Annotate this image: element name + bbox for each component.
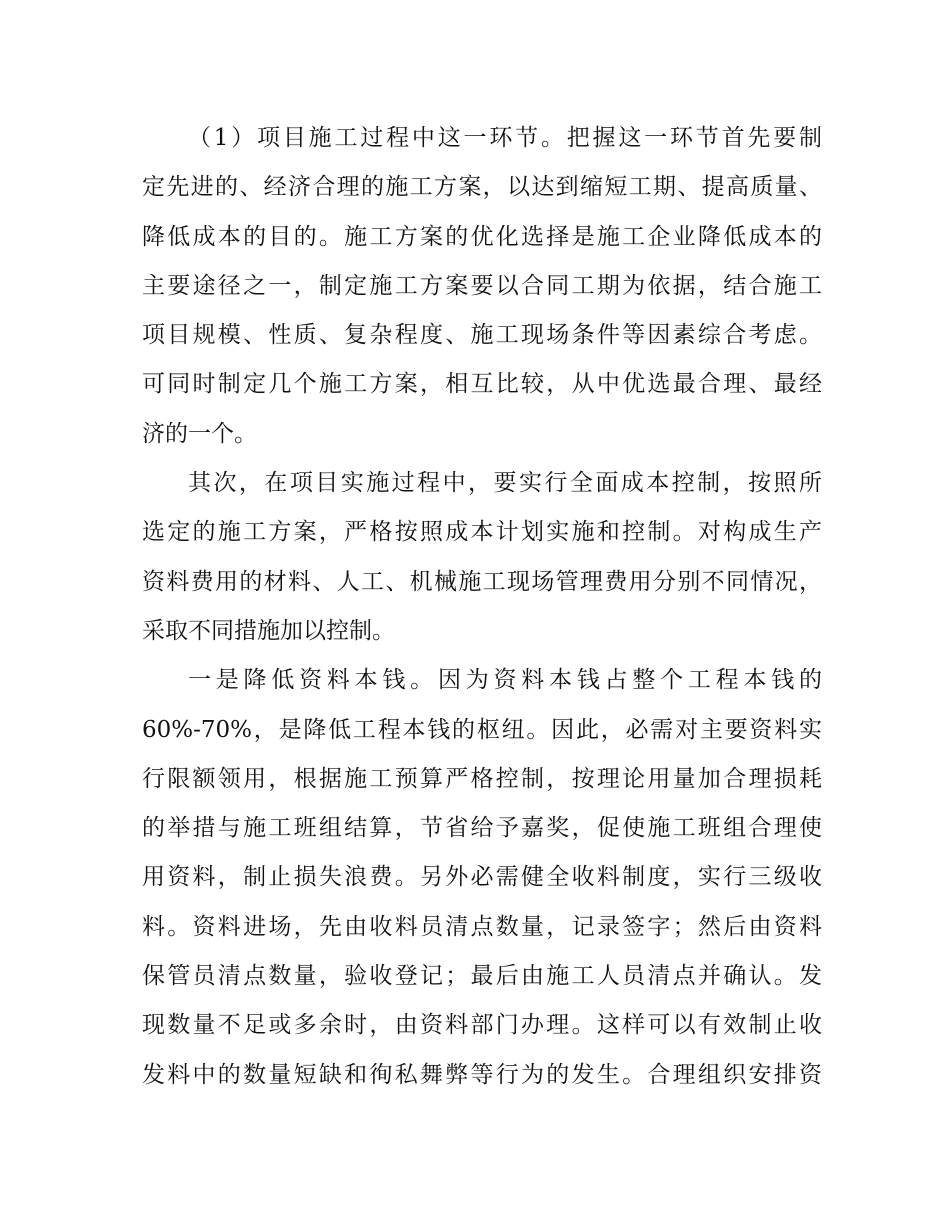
text-line: 发料中的数量短缺和徇私舞弊等行为的发生。合理组织安排资 — [142, 1061, 822, 1088]
text-line: 行限额领用，根据施工预算严格控制，按理论用量加合理损耗 — [142, 765, 822, 792]
text-line: 济的一个。 — [142, 420, 257, 447]
text-line: 主要途径之一，制定施工方案要以合同工期为依据，结合施工 — [142, 272, 822, 299]
text-line: 选定的施工方案，严格按照成本计划实施和控制。对构成生产 — [142, 519, 822, 546]
text-line: 60%-70%，是降低工程本钱的枢纽。因此，必需对主要资料实 — [142, 716, 822, 743]
text-line: （1）项目施工过程中这一环节。把握这一环节首先要制 — [188, 125, 822, 151]
body-text — [142, 114, 822, 1100]
text-line: 采取不同措施加以控制。 — [142, 617, 395, 644]
text-line: 一是降低资料本钱。因为资料本钱占整个工程本钱的 — [188, 667, 822, 694]
text-line: 其次，在项目实施过程中，要实行全面成本控制，按照所 — [188, 470, 822, 497]
text-line: 可同时制定几个施工方案，相互比较，从中优选最合理、最经 — [142, 371, 822, 398]
text-line: 现数量不足或多余时，由资料部门办理。这样可以有效制止收 — [142, 1012, 822, 1039]
text-line: 保管员清点数量，验收登记；最后由施工人员清点并确认。发 — [142, 963, 822, 990]
text-line: 定先进的、经济合理的施工方案，以达到缩短工期、提高质量、 — [142, 174, 822, 201]
text-line: 的举措与施工班组结算，节省给予嘉奖，促使施工班组合理使 — [142, 815, 822, 842]
text-line: 项目规模、性质、复杂程度、施工现场条件等因素综合考虑。 — [142, 322, 822, 349]
text-line: 用资料，制止损失浪费。另外必需健全收料制度，实行三级收 — [142, 864, 822, 891]
text-line: 资料费用的材料、人工、机械施工现场管理费用分别不同情况， — [142, 568, 822, 595]
text-line: 降低成本的目的。施工方案的优化选择是施工企业降低成本的 — [142, 223, 822, 250]
text-line: 料。资料进场，先由收料员清点数量，记录签字；然后由资料 — [142, 913, 822, 940]
